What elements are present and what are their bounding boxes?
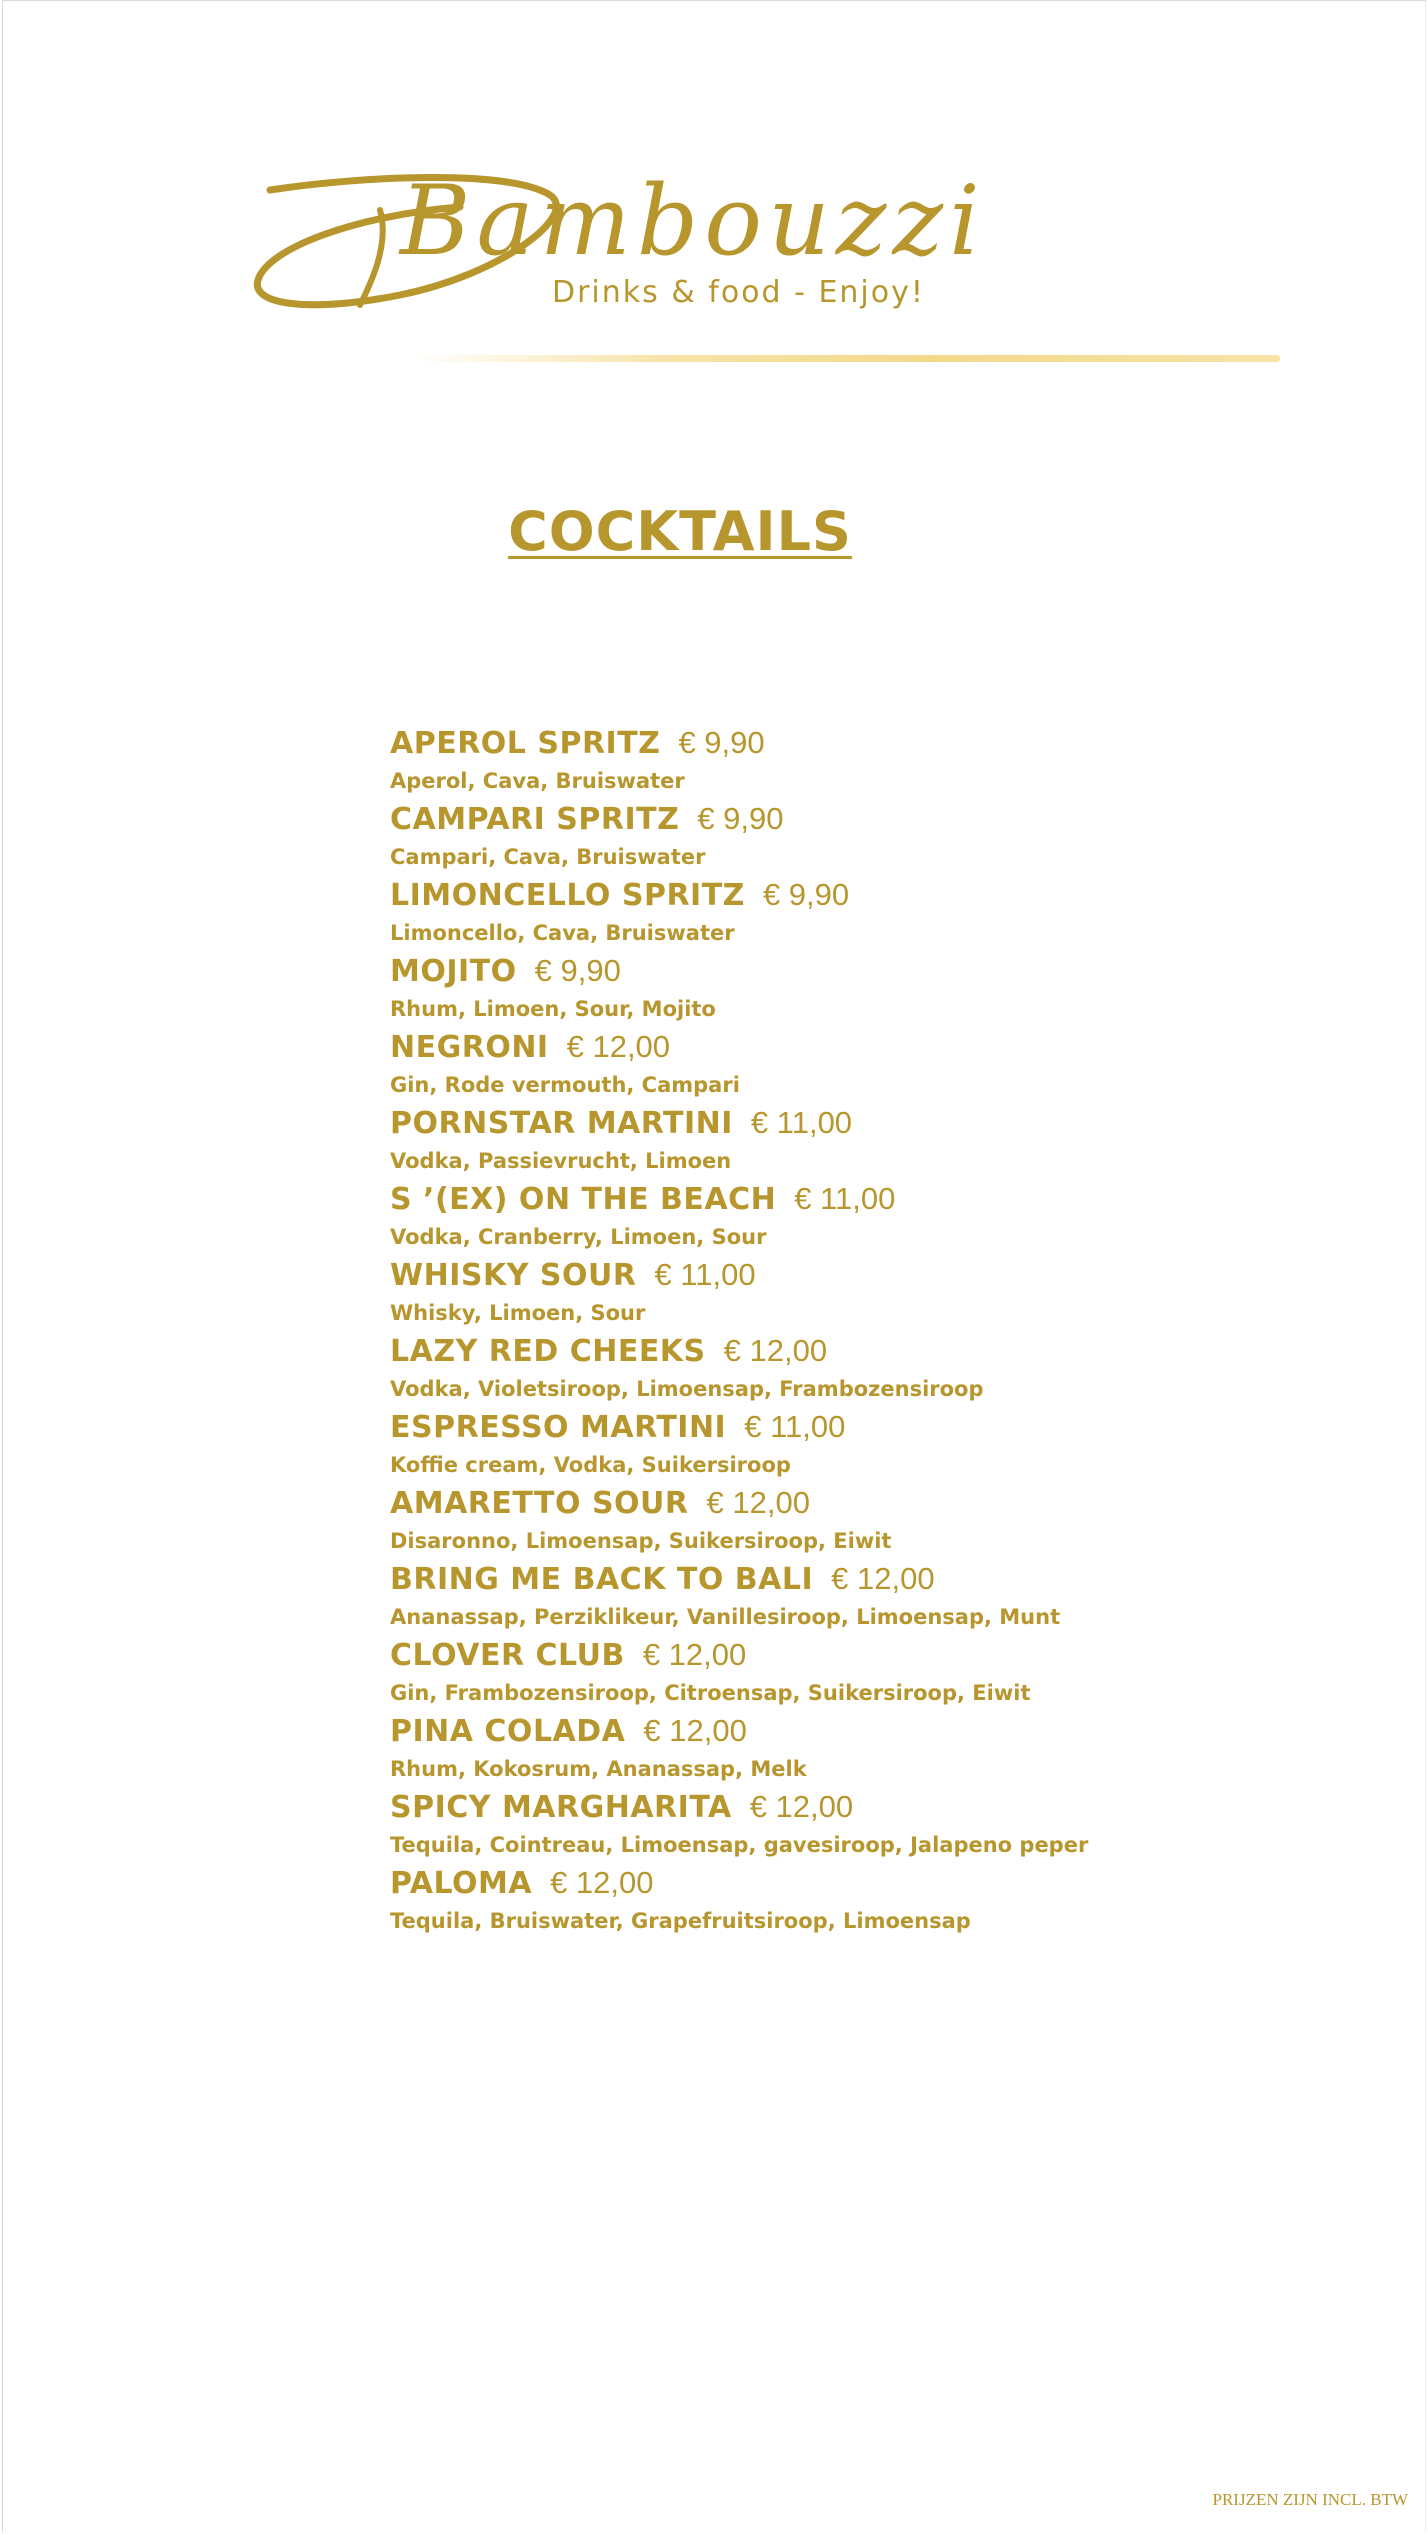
list-item: [390, 953, 1290, 1029]
item-name: BRING ME BACK TO BALI: [390, 1562, 814, 1597]
item-description: Whisky, Limoen, Sour: [390, 1301, 646, 1325]
price-note: PRIJZEN ZIJN INCL. BTW: [1212, 2490, 1408, 2509]
item-description: Ananassap, Perziklikeur, Vanillesiroop, Limoensap, Munt: [390, 1605, 1061, 1629]
item-price: € 9,90: [678, 725, 765, 760]
list-item: [390, 801, 1290, 877]
list-item: [390, 1105, 1290, 1181]
item-name: CAMPARI SPRITZ: [390, 802, 680, 837]
list-item: [390, 1029, 1290, 1105]
item-description: Vodka, Cranberry, Limoen, Sour: [390, 1225, 767, 1249]
list-item: [390, 877, 1290, 953]
item-name: ESPRESSO MARTINI: [390, 1410, 727, 1445]
item-description: Campari, Cava, Bruiswater: [390, 845, 706, 869]
list-item: [390, 1409, 1290, 1485]
item-price: € 9,90: [762, 877, 850, 912]
item-name: CLOVER CLUB: [390, 1638, 625, 1673]
brand-name: Bambouzzi: [400, 165, 986, 277]
item-description: Limoncello, Cava, Bruiswater: [390, 921, 735, 945]
item-name: PALOMA: [390, 1866, 533, 1901]
item-price: € 9,90: [534, 953, 621, 988]
item-name: SPICY MARGHARITA: [390, 1790, 732, 1825]
item-price: € 11,00: [744, 1409, 846, 1444]
item-price: € 12,00: [643, 1713, 747, 1748]
item-price: € 12,00: [749, 1789, 854, 1824]
section-title: COCKTAILS: [508, 500, 852, 563]
item-name: APEROL SPRITZ: [390, 726, 661, 761]
list-item: [390, 1789, 1290, 1865]
item-description: Rhum, Limoen, Sour, Mojito: [390, 997, 716, 1021]
item-name: PORNSTAR MARTINI: [390, 1106, 733, 1141]
item-description: Tequila, Bruiswater, Grapefruitsiroop, Limoensap: [390, 1909, 971, 1933]
list-item: [390, 1561, 1290, 1637]
item-price: € 12,00: [566, 1029, 671, 1064]
item-price: € 12,00: [831, 1561, 935, 1596]
item-price: € 9,90: [697, 801, 784, 836]
brand-logo: [250, 155, 1040, 325]
list-item: [390, 1637, 1290, 1713]
item-name: WHISKY SOUR: [390, 1258, 637, 1293]
item-name: LAZY RED CHEEKS: [390, 1334, 706, 1369]
item-description: Tequila, Cointreau, Limoensap, gavesiroop, Jalapeno peper: [390, 1833, 1089, 1857]
list-item: [390, 1485, 1290, 1561]
item-price: € 11,00: [750, 1105, 853, 1140]
list-item: [390, 725, 1290, 801]
item-description: Vodka, Violetsiroop, Limoensap, Frambozensiroop: [390, 1377, 984, 1401]
brand-tagline: Drinks & food - Enjoy!: [552, 275, 925, 310]
item-price: € 12,00: [642, 1637, 747, 1672]
item-price: € 12,00: [550, 1865, 654, 1900]
item-description: Gin, Rode vermouth, Campari: [390, 1073, 740, 1097]
item-price: € 12,00: [723, 1333, 828, 1368]
header-divider: [410, 355, 1280, 362]
cocktail-list: [390, 725, 1290, 1941]
item-price: € 11,00: [794, 1181, 896, 1216]
list-item: [390, 1333, 1290, 1409]
item-description: Vodka, Passievrucht, Limoen: [390, 1149, 732, 1173]
item-name: NEGRONI: [390, 1030, 549, 1065]
item-description: Aperol, Cava, Bruiswater: [390, 769, 685, 793]
item-price: € 12,00: [706, 1485, 810, 1520]
item-name: PINA COLADA: [390, 1714, 626, 1749]
item-description: Rhum, Kokosrum, Ananassap, Melk: [390, 1757, 807, 1781]
list-item: [390, 1257, 1290, 1333]
item-description: Koffie cream, Vodka, Suikersiroop: [390, 1453, 791, 1477]
item-name: AMARETTO SOUR: [390, 1486, 689, 1521]
item-description: Disaronno, Limoensap, Suikersiroop, Eiwit: [390, 1529, 892, 1553]
list-item: [390, 1713, 1290, 1789]
item-name: MOJITO: [390, 954, 517, 989]
item-price: € 11,00: [654, 1257, 756, 1292]
item-name: LIMONCELLO SPRITZ: [390, 878, 745, 913]
item-description: Gin, Frambozensiroop, Citroensap, Suikersiroop, Eiwit: [390, 1681, 1031, 1705]
list-item: [390, 1865, 1290, 1941]
item-name: S ’(EX) ON THE BEACH: [390, 1182, 777, 1217]
list-item: [390, 1181, 1290, 1257]
